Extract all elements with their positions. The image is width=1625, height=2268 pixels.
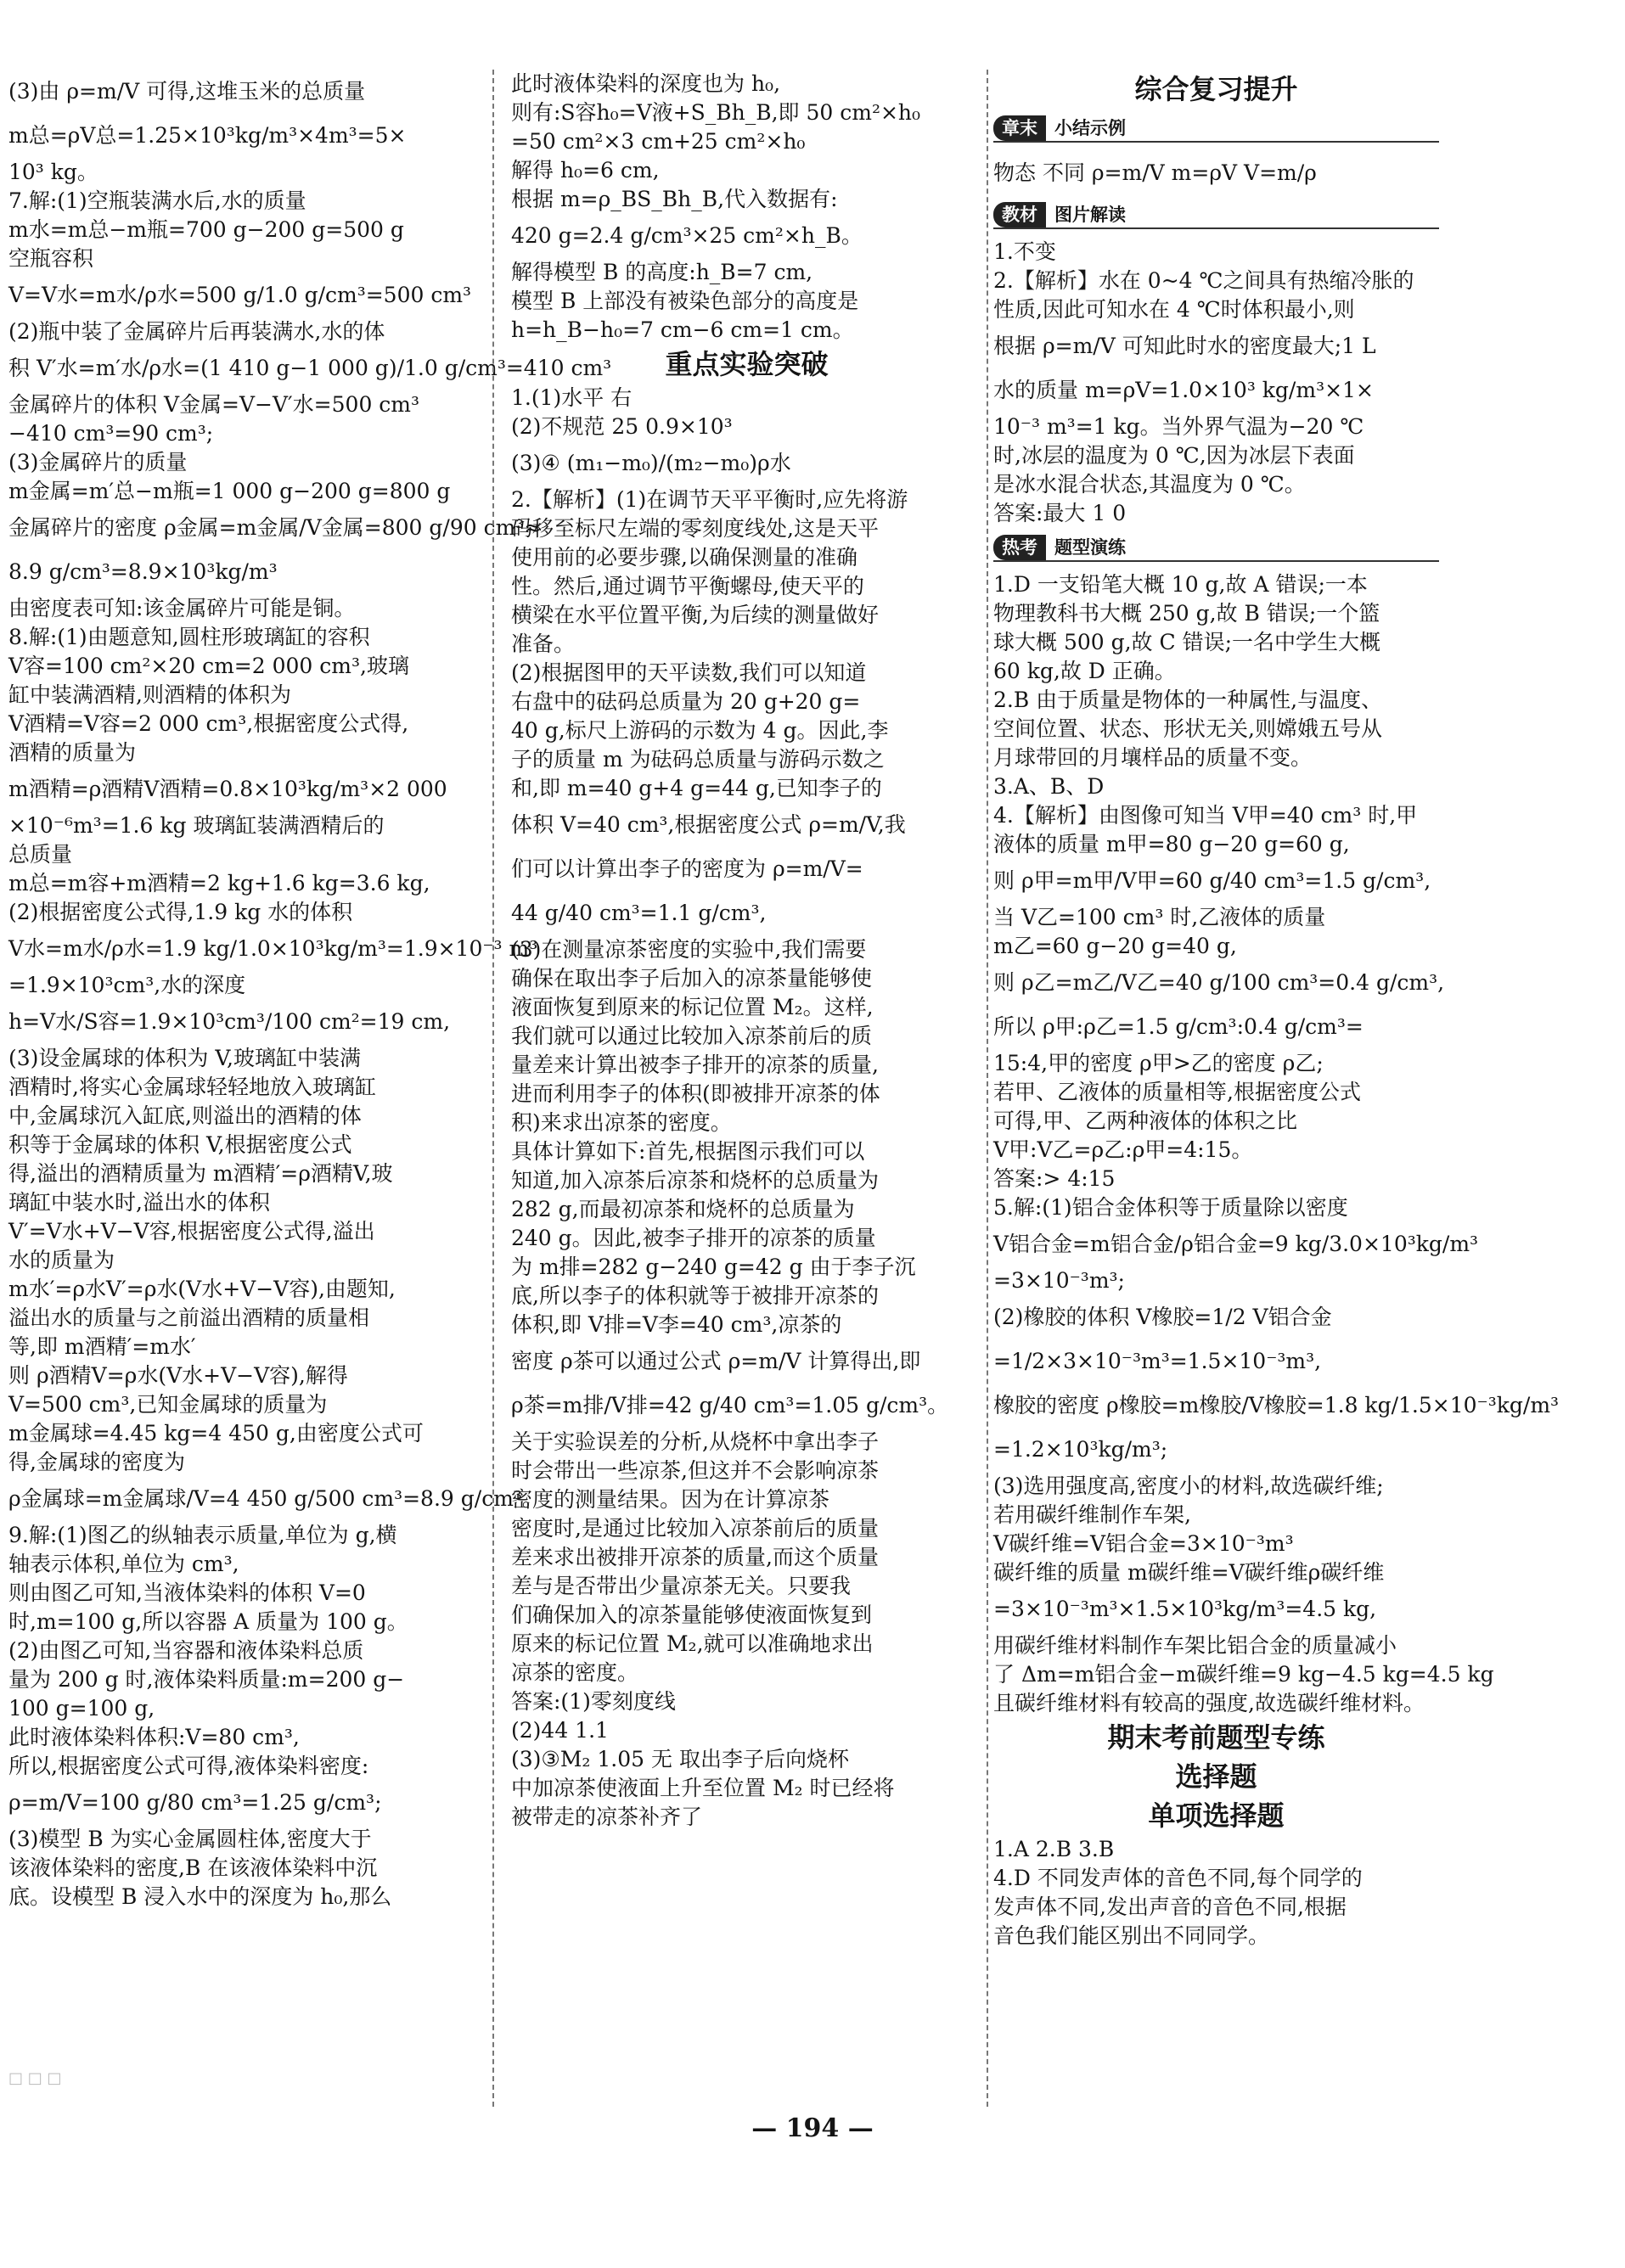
text-line: 则 ρ酒精V=ρ水(V水+V−V容),解得 — [8, 1363, 348, 1388]
text-line: 轴表示体积,单位为 cm³, — [8, 1552, 239, 1576]
text-line: 则有:S容h₀=V液+S_Bh_B,即 50 cm²×h₀ — [511, 100, 921, 125]
text-line: 1.不变 — [993, 239, 1056, 264]
text-line: V铝合金=m铝合金/ρ铝合金=9 kg/3.0×10³kg/m³ — [993, 1232, 1479, 1256]
text-line: (2)根据密度公式得,1.9 kg 水的体积 — [8, 900, 353, 924]
text-line: (2)瓶中装了金属碎片后再装满水,水的体 — [8, 319, 385, 344]
text-line: ρ=m/V=100 g/80 cm³=1.25 g/cm³; — [8, 1790, 382, 1815]
text-line: 4.D 不同发声体的音色不同,每个同学的 — [993, 1866, 1363, 1890]
text-line: 进而利用李子的体积(即被排开凉茶的体 — [511, 1081, 880, 1106]
text-line: 使用前的必要步骤,以确保测量的准确 — [511, 545, 857, 570]
section-heading: 选择题 — [1175, 1760, 1257, 1793]
text-line: 2.【解析】(1)在调节天平平衡时,应先将游 — [511, 487, 908, 512]
text-line: 用碳纤维材料制作车架比铝合金的质量减小 — [993, 1633, 1397, 1658]
text-line: 可得,甲、乙两种液体的体积之比 — [993, 1109, 1297, 1133]
text-line: 若用碳纤维制作车架, — [993, 1502, 1191, 1527]
text-line: (2)橡胶的体积 V橡胶=1/2 V铝合金 — [993, 1305, 1332, 1329]
text-line: (3)③M₂ 1.05 无 取出李子后向烧杯 — [511, 1747, 849, 1771]
text-line: 15:4,甲的密度 ρ甲>乙的密度 ρ乙; — [993, 1051, 1324, 1075]
text-line: 码移至标尺左端的零刻度线处,这是天平 — [511, 516, 879, 541]
text-line: 性质,因此可知水在 4 ℃时体积最小,则 — [993, 297, 1355, 322]
text-line: 量差来计算出被李子排开的凉茶的质量, — [511, 1053, 879, 1077]
text-line: 1.(1)水平 右 — [511, 385, 633, 410]
text-line: 璃缸中装水时,溢出水的体积 — [8, 1190, 270, 1215]
text-line: 答案:(1)零刻度线 — [511, 1689, 676, 1714]
text-line: 酒精的质量为 — [8, 740, 137, 765]
text-line: 420 g=2.4 g/cm³×25 cm²×h_B。 — [511, 223, 863, 248]
text-line: 性。然后,通过调节平衡螺母,使天平的 — [511, 574, 864, 598]
text-line: 物理教科书大概 250 g,故 B 错误;一个篮 — [993, 601, 1380, 626]
text-line: ×10⁻⁶m³=1.6 kg 玻璃缸装满酒精后的 — [8, 813, 385, 838]
text-line: 1.D 一支铅笔大概 10 g,故 A 错误;一本 — [993, 572, 1368, 597]
text-line: 底,所以李子的体积就等于被排开凉茶的 — [511, 1283, 879, 1308]
text-line: 发声体不同,发出声音的音色不同,根据 — [993, 1895, 1347, 1919]
text-line: (2)不规范 25 0.9×10³ — [511, 414, 733, 439]
text-line: 得,金属球的密度为 — [8, 1450, 185, 1474]
text-line: 们确保加入的凉茶量能够使液面恢复到 — [511, 1603, 873, 1627]
text-line: 积等于金属球的体积 V,根据密度公式 — [8, 1132, 352, 1157]
text-line: 7.解:(1)空瓶装满水后,水的质量 — [8, 188, 306, 213]
text-line: 们可以计算出李子的密度为 ρ=m/V= — [511, 856, 863, 881]
text-line: 8.9 g/cm³=8.9×10³kg/m³ — [8, 559, 278, 584]
text-line: 被带走的凉茶补齐了 — [511, 1805, 703, 1829]
text-line: 量为 200 g 时,液体染料质量:m=200 g− — [8, 1667, 405, 1692]
text-line: 月球带回的月壤样品的质量不变。 — [993, 745, 1313, 770]
text-line: V甲:V乙=ρ乙:ρ甲=4:15。 — [993, 1137, 1253, 1162]
text-line: V酒精=V容=2 000 cm³,根据密度公式得, — [8, 711, 409, 736]
column-divider — [492, 70, 494, 2107]
text-line: 得,溢出的酒精质量为 m酒精′=ρ酒精V,玻 — [8, 1161, 393, 1186]
text-line: 确保在取出李子后加入的凉茶量能够使 — [511, 966, 873, 991]
text-line: 若甲、乙液体的质量相等,根据密度公式 — [993, 1080, 1361, 1104]
text-line: 横梁在水平位置平衡,为后续的测量做好 — [511, 603, 879, 627]
text-line: =3×10⁻³m³×1.5×10³kg/m³=4.5 kg, — [993, 1597, 1377, 1621]
text-line: 音色我们能区别出不同同学。 — [993, 1923, 1270, 1948]
text-line: m水′=ρ水V′=ρ水(V水+V−V容),由题知, — [8, 1277, 396, 1301]
text-line: 水的质量 m=ρV=1.0×10³ kg/m³×1× — [993, 378, 1374, 402]
text-line: 44 g/40 cm³=1.1 g/cm³, — [511, 901, 767, 925]
text-line: 时,m=100 g,所以容器 A 质量为 100 g。 — [8, 1609, 408, 1634]
text-line: 差与是否带出少量凉茶无关。只要我 — [511, 1574, 852, 1598]
text-line: 此时液体染料体积:V=80 cm³, — [8, 1725, 300, 1749]
text-line: ρ金属球=m金属球/V=4 450 g/500 cm³=8.9 g/cm³。 — [8, 1486, 543, 1511]
text-line: V′=V水+V−V容,根据密度公式得,溢出 — [8, 1219, 375, 1243]
text-line: 解得模型 B 的高度:h_B=7 cm, — [511, 260, 813, 284]
column-divider — [987, 70, 988, 2107]
text-line: 准备。 — [511, 632, 576, 656]
section-tag: 章末 小结示例 — [993, 112, 1439, 146]
text-line: 子的质量 m 为砝码总质量与游码示数之 — [511, 747, 885, 772]
text-line: 模型 B 上部没有被染色部分的高度是 — [511, 289, 859, 313]
text-line: 该液体染料的密度,B 在该液体染料中沉 — [8, 1855, 378, 1880]
text-line: 水的质量为 — [8, 1248, 115, 1272]
text-line: 5.解:(1)铝合金体积等于质量除以密度 — [993, 1195, 1348, 1220]
text-line: (2)由图乙可知,当容器和液体染料总质 — [8, 1638, 364, 1663]
text-line: 空间位置、状态、形状无关,则嫦娥五号从 — [993, 716, 1382, 741]
text-line: (3)设金属球的体积为 V,玻璃缸中装满 — [8, 1046, 361, 1070]
text-line: 金属碎片的密度 ρ金属=m金属/V金属=800 g/90 cm³≈ — [8, 515, 543, 540]
text-line: 4.【解析】由图像可知当 V甲=40 cm³ 时,甲 — [993, 803, 1418, 828]
text-line: (3)模型 B 为实心金属圆柱体,密度大于 — [8, 1827, 372, 1851]
text-line: (3)选用强度高,密度小的材料,故选碳纤维; — [993, 1474, 1384, 1498]
text-line: 物态 不同 ρ=m/V m=ρV V=m/ρ — [993, 160, 1317, 185]
text-line: 密度的测量结果。因为在计算凉茶 — [511, 1487, 830, 1512]
text-line: 橡胶的密度 ρ橡胶=m橡胶/V橡胶=1.8 kg/1.5×10⁻³kg/m³ — [993, 1393, 1560, 1418]
text-line: 金属碎片的体积 V金属=V−V′水=500 cm³ — [8, 392, 420, 417]
text-line: 答案:> 4:15 — [993, 1166, 1116, 1191]
text-line: 碳纤维的质量 m碳纤维=V碳纤维ρ碳纤维 — [993, 1560, 1385, 1585]
text-line: m乙=60 g−20 g=40 g, — [993, 934, 1237, 958]
text-line: 体积 V=40 cm³,根据密度公式 ρ=m/V,我 — [511, 812, 906, 837]
text-line: 积)来求出凉茶的密度。 — [511, 1110, 732, 1135]
text-line: 总质量 — [8, 842, 73, 867]
text-line: 10⁻³ m³=1 kg。当外界气温为−20 ℃ — [993, 414, 1364, 439]
text-line: m总=m容+m酒精=2 kg+1.6 kg=3.6 kg, — [8, 871, 430, 895]
text-line: 液体的质量 m甲=80 g−20 g=60 g, — [993, 832, 1350, 856]
text-line: 解得 h₀=6 cm, — [511, 158, 660, 182]
text-line: 答案:最大 1 0 — [993, 501, 1127, 525]
text-line: V容=100 cm²×20 cm=2 000 cm³,玻璃 — [8, 654, 409, 678]
section-heading: 重点实验突破 — [665, 348, 829, 380]
text-line: m金属=m′总−m瓶=1 000 g−200 g=800 g — [8, 479, 451, 503]
text-line: 1.A 2.B 3.B — [993, 1837, 1115, 1861]
text-line: 且碳纤维材料有较高的强度,故选碳纤维材料。 — [993, 1691, 1425, 1715]
column-middle — [511, 70, 982, 1832]
text-line: 282 g,而最初凉茶和烧杯的总质量为 — [511, 1197, 855, 1221]
text-line: m酒精=ρ酒精V酒精=0.8×10³kg/m³×2 000 — [8, 777, 447, 801]
text-line: 关于实验误差的分析,从烧杯中拿出李子 — [511, 1429, 879, 1454]
text-line: 积 V′水=m′水/ρ水=(1 410 g−1 000 g)/1.0 g/cm³=410 cm³ — [8, 356, 612, 380]
text-line: (3)④ (m₁−m₀)/(m₂−m₀)ρ水 — [511, 451, 791, 475]
text-line: (3)金属碎片的质量 — [8, 450, 188, 474]
text-line: 右盘中的砝码总质量为 20 g+20 g= — [511, 689, 861, 714]
section-tag: 热考 题型演练 — [993, 531, 1439, 565]
text-line: 根据 m=ρ_BS_Bh_B,代入数据有: — [511, 187, 838, 211]
text-line: V水=m水/ρ水=1.9 kg/1.0×10³kg/m³=1.9×10⁻³ m³ — [8, 936, 538, 961]
text-line: V碳纤维=V铝合金=3×10⁻³m³ — [993, 1531, 1294, 1556]
text-line: 2.B 由于质量是物体的一种属性,与温度、 — [993, 688, 1383, 712]
text-line: 则 ρ乙=m乙/V乙=40 g/100 cm³=0.4 g/cm³, — [993, 970, 1445, 995]
section-heading: 单项选择题 — [1148, 1799, 1285, 1832]
section-heading: 综合复习提升 — [1134, 73, 1298, 105]
text-line: =50 cm²×3 cm+25 cm²×h₀ — [511, 129, 806, 154]
text-line: 当 V乙=100 cm³ 时,乙液体的质量 — [993, 905, 1326, 929]
text-line: V=500 cm³,已知金属球的质量为 — [8, 1392, 328, 1417]
page-number: — 194 — — [751, 2114, 874, 2143]
text-line: m水=m总−m瓶=700 g−200 g=500 g — [8, 217, 404, 242]
text-line: 底。设模型 B 浸入水中的深度为 h₀,那么 — [8, 1884, 392, 1909]
text-line: 密度 ρ茶可以通过公式 ρ=m/V 计算得出,即 — [511, 1349, 921, 1373]
text-line: (2)44 1.1 — [511, 1718, 609, 1743]
text-line: 8.解:(1)由题意知,圆柱形玻璃缸的容积 — [8, 625, 370, 649]
text-line: 体积,即 V排=V李=40 cm³,凉茶的 — [511, 1312, 842, 1337]
text-line: =1.9×10³cm³,水的深度 — [8, 973, 246, 997]
text-line: (3)由 ρ=m/V 可得,这堆玉米的总质量 — [8, 79, 366, 104]
section-tag: 教材 图片解读 — [993, 199, 1439, 233]
text-line: 2.【解析】水在 0~4 ℃之间具有热缩冷胀的 — [993, 268, 1414, 293]
text-line: 10³ kg。 — [8, 160, 98, 184]
text-line: 则由图乙可知,当液体染料的体积 V=0 — [8, 1580, 366, 1605]
text-line: 中,金属球沉入缸底,则溢出的酒精的体 — [8, 1103, 362, 1128]
text-line: 所以,根据密度公式可得,液体染料密度: — [8, 1754, 369, 1778]
text-line: =1.2×10³kg/m³; — [993, 1437, 1168, 1462]
text-line: m总=ρV总=1.25×10³kg/m³×4m³=5× — [8, 123, 407, 148]
text-line: 3.A、B、D — [993, 774, 1105, 799]
text-line: h=V水/S容=1.9×10³cm³/100 cm²=19 cm, — [8, 1009, 451, 1034]
text-line: 为 m排=282 g−240 g=42 g 由于李子沉 — [511, 1255, 916, 1279]
text-line: 所以 ρ甲:ρ乙=1.5 g/cm³:0.4 g/cm³= — [993, 1014, 1364, 1039]
text-line: 球大概 500 g,故 C 错误;一名中学生大概 — [993, 630, 1381, 654]
text-line: 溢出水的质量与之前溢出酒精的质量相 — [8, 1305, 370, 1330]
text-line: 40 g,标尺上游码的示数为 4 g。因此,李 — [511, 718, 889, 743]
text-line: 知道,加入凉茶后凉茶和烧杯的总质量为 — [511, 1168, 879, 1193]
text-line: 60 kg,故 D 正确。 — [993, 659, 1176, 683]
faded-margin-text: □ □ □ — [8, 2069, 62, 2087]
text-line: 中加凉茶使液面上升至位置 M₂ 时已经将 — [511, 1776, 895, 1800]
text-line: 了 Δm=m铝合金−m碳纤维=9 kg−4.5 kg=4.5 kg — [993, 1662, 1494, 1687]
text-line: V=V水=m水/ρ水=500 g/1.0 g/cm³=500 cm³ — [8, 283, 472, 307]
text-line: h=h_B−h₀=7 cm−6 cm=1 cm。 — [511, 317, 854, 342]
text-line: (2)根据图甲的天平读数,我们可以知道 — [511, 660, 867, 685]
text-line: 由密度表可知:该金属碎片可能是铜。 — [8, 596, 356, 620]
text-line: 我们就可以通过比较加入凉茶前后的质 — [511, 1024, 873, 1048]
text-line: =3×10⁻³m³; — [993, 1268, 1125, 1293]
column-right — [993, 70, 1560, 1951]
text-line: 9.解:(1)图乙的纵轴表示质量,单位为 g,横 — [8, 1523, 397, 1547]
text-line: m金属球=4.45 kg=4 450 g,由密度公式可 — [8, 1421, 424, 1446]
text-line: 液面恢复到原来的标记位置 M₂。这样, — [511, 995, 874, 1019]
text-line: 差来求出被排开凉茶的质量,而这个质量 — [511, 1545, 879, 1569]
text-line: 空瓶容积 — [8, 246, 94, 271]
text-line: ρ茶=m排/V排=42 g/40 cm³=1.05 g/cm³。 — [511, 1393, 949, 1418]
text-line: 时,冰层的温度为 0 ℃,因为冰层下表面 — [993, 443, 1355, 468]
text-line: 凉茶的密度。 — [511, 1660, 639, 1685]
text-line: 密度时,是通过比较加入凉茶前后的质量 — [511, 1516, 879, 1541]
text-line: 和,即 m=40 g+4 g=44 g,已知李子的 — [511, 776, 882, 800]
text-line: 240 g。因此,被李子排开的凉茶的质量 — [511, 1226, 876, 1250]
section-heading: 期末考前题型专练 — [1107, 1721, 1325, 1754]
text-line: 酒精时,将实心金属球轻轻地放入玻璃缸 — [8, 1075, 376, 1099]
text-line: =1/2×3×10⁻³m³=1.5×10⁻³m³, — [993, 1349, 1322, 1373]
text-line: 是冰水混合状态,其温度为 0 ℃。 — [993, 472, 1306, 497]
text-line: (3)在测量凉茶密度的实验中,我们需要 — [511, 937, 867, 962]
text-line: 具体计算如下:首先,根据图示我们可以 — [511, 1139, 865, 1164]
text-line: 100 g=100 g, — [8, 1696, 155, 1721]
text-line: −410 cm³=90 cm³; — [8, 421, 214, 446]
text-line: 原来的标记位置 M₂,就可以准确地求出 — [511, 1631, 874, 1656]
text-line: 时会带出一些凉茶,但这并不会影响凉茶 — [511, 1458, 879, 1483]
text-line: 等,即 m酒精′=m水′ — [8, 1334, 196, 1359]
text-line: 根据 ρ=m/V 可知此时水的密度最大;1 L — [993, 334, 1376, 358]
text-line: 缸中装满酒精,则酒精的体积为 — [8, 682, 291, 707]
text-line: 此时液体染料的深度也为 h₀, — [511, 71, 781, 96]
text-line: 则 ρ甲=m甲/V甲=60 g/40 cm³=1.5 g/cm³, — [993, 868, 1431, 893]
